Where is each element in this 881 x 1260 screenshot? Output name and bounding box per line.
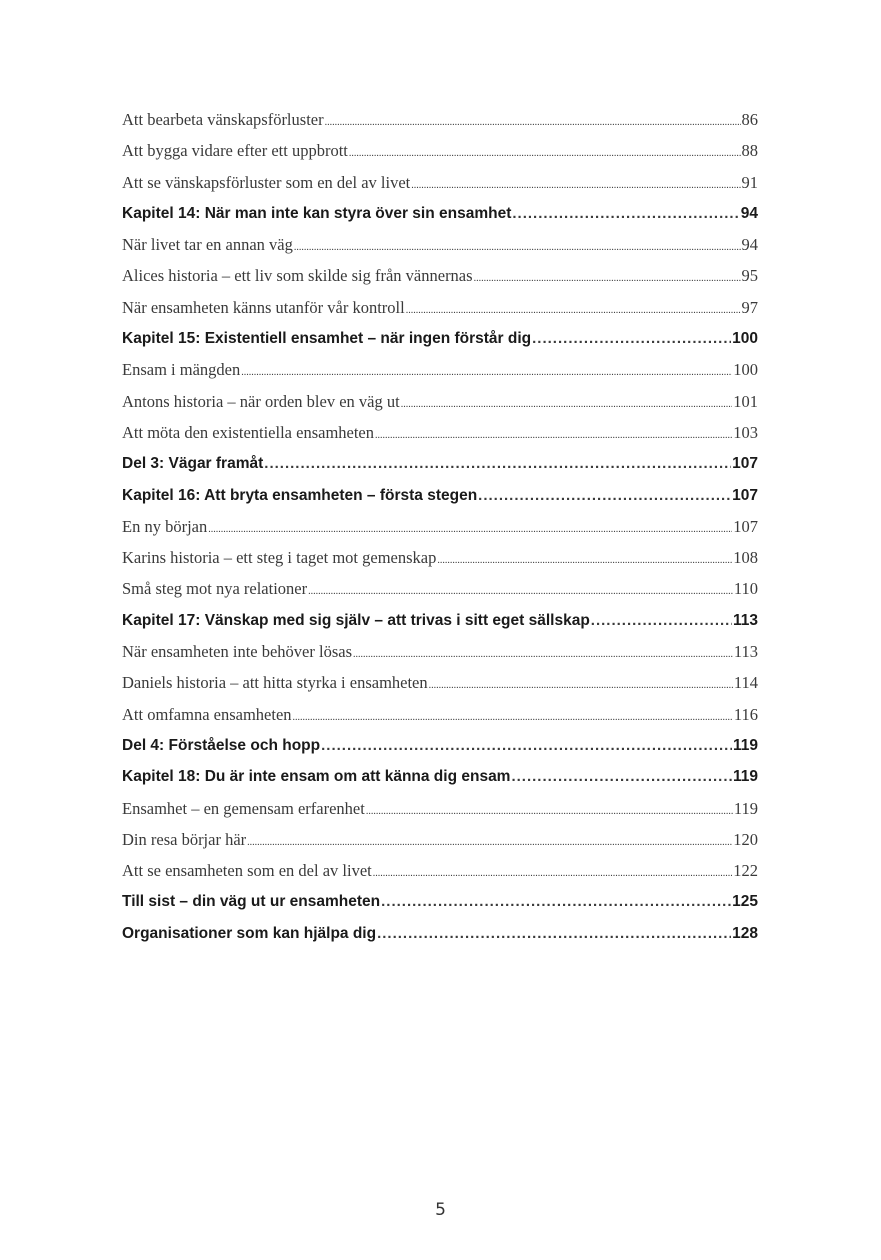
toc-section-entry [122,421,758,452]
toc-chapter-entry [122,609,758,640]
toc-entry-title: Att möta den existentiella ensamheten [122,422,375,442]
toc-chapter-entry [122,327,758,358]
toc-dot-leader [325,108,741,135]
toc-entry-title: Kapitel 17: Vänskap med sig själv – att trivas i sitt eget sällskap [122,611,590,629]
toc-entry-title: Kapitel 15: Existentiell ensamhet – när ingen förstår dig [122,330,532,348]
toc-entry-page: 116 [733,704,758,724]
toc-chapter-entry [122,452,758,483]
toc-entry-page: 101 [733,391,758,411]
toc-entry-title: Till sist – din väg ut ur ensamheten [122,893,381,911]
toc-entry-title: Organisationer som kan hjälpa dig [122,924,377,942]
toc-dot-leader [437,546,732,573]
toc-entry-title: Att bearbeta vänskapsförluster [122,110,324,129]
toc-dot-leader [512,202,739,226]
toc-entry-page: 119 [732,736,758,754]
toc-dot-leader [377,922,731,946]
toc-entry-title: Att se vänskapsförluster som en del av livet [122,172,411,192]
toc-chapter-entry [122,202,758,233]
toc-entry-page: 86 [741,110,758,129]
toc-dot-leader [247,828,732,855]
toc-dot-leader [293,703,733,730]
toc-section-entry [122,797,758,828]
toc-entry-page: 100 [733,360,758,380]
toc-entry-page: 125 [732,893,758,911]
toc-entry-page: 122 [733,861,758,881]
toc-entry-title: Små steg mot nya relationer [122,579,308,599]
toc-entry-page: 108 [733,548,758,568]
toc-dot-leader [308,577,733,604]
toc-dot-leader [208,515,732,542]
toc-entry-page: 119 [732,768,758,786]
toc-dot-leader [532,327,731,351]
toc-entry-page: 120 [733,829,758,849]
toc-section-entry [122,515,758,546]
toc-entry-page: 97 [741,297,758,317]
toc-section-entry [122,640,758,671]
toc-entry-title: Kapitel 18: Du är inte ensam om att känna dig ensam [122,768,511,786]
toc-entry-page: 119 [733,798,758,818]
toc-dot-leader [321,734,732,758]
toc-chapter-entry [122,890,758,921]
toc-entry-title: Daniels historia – att hitta styrka i ensamheten [122,673,428,693]
toc-dot-leader [429,671,733,698]
toc-dot-leader [294,233,741,260]
toc-entry-title: Del 4: Förståelse och hopp [122,736,321,754]
toc-entry-title: När ensamheten inte behöver lösas [122,642,353,662]
toc-chapter-entry [122,484,758,515]
toc-dot-leader [401,390,733,417]
toc-section-entry [122,859,758,890]
toc-section-entry [122,296,758,327]
toc-entry-page: 113 [733,642,758,662]
toc-entry-title: Att bygga vidare efter ett uppbrott [122,141,348,161]
toc-dot-leader [241,358,732,385]
toc-entry-title: Kapitel 16: Att bryta ensamheten – första stegen [122,486,478,504]
toc-entry-title: När ensamheten känns utanför vår kontroll [122,297,405,317]
toc-entry-title: Din resa börjar här [122,829,247,849]
toc-entry-page: 103 [733,422,758,442]
toc-dot-leader [474,264,741,291]
toc-entry-page: 114 [733,673,758,693]
toc-dot-leader [373,859,733,886]
table-of-contents [122,108,758,953]
toc-entry-title: Alices historia – ett liv som skilde sig från vännernas [122,266,473,286]
toc-entry-page: 91 [741,172,758,192]
toc-section-entry [122,358,758,389]
toc-dot-leader [511,765,732,789]
toc-entry-title: När livet tar en annan väg [122,235,293,255]
toc-entry-page: 88 [741,141,758,161]
toc-section-entry [122,390,758,421]
toc-entry-page: 107 [732,486,758,504]
toc-entry-title: Del 3: Vägar framåt [122,455,264,473]
toc-section-entry [122,108,758,139]
page-number: 5 [435,1200,446,1220]
toc-entry-title: Ensamhet – en gemensam erfarenhet [122,798,365,818]
toc-entry-page: 113 [732,611,758,629]
toc-section-entry [122,171,758,202]
toc-section-entry [122,828,758,859]
toc-entry-title: Antons historia – när orden blev en väg ut [122,391,400,411]
toc-dot-leader [406,296,741,323]
toc-section-entry [122,264,758,295]
toc-entry-title: En ny början [122,516,208,536]
toc-dot-leader [478,484,731,508]
toc-section-entry [122,139,758,170]
toc-entry-page: 107 [733,516,758,536]
toc-dot-leader [375,421,732,448]
toc-entry-page: 100 [732,330,758,348]
toc-entry-title: Kapitel 14: När man inte kan styra över sin ensamhet [122,204,512,222]
toc-section-entry [122,233,758,264]
toc-chapter-entry [122,922,758,953]
toc-entry-page: 95 [741,266,758,286]
toc-section-entry [122,577,758,608]
toc-entry-page: 110 [733,579,758,599]
toc-section-entry [122,671,758,702]
toc-entry-page: 128 [732,924,758,942]
toc-section-entry [122,546,758,577]
toc-chapter-entry [122,765,758,796]
toc-dot-leader [591,609,732,633]
toc-entry-page: 94 [740,204,758,222]
toc-dot-leader [353,640,733,667]
toc-dot-leader [349,139,741,166]
toc-section-entry [122,703,758,734]
toc-dot-leader [264,452,731,476]
toc-entry-title: Att omfamna ensamheten [122,704,292,724]
toc-entry-title: Ensam i mängden [122,360,241,380]
toc-entry-title: Karins historia – ett steg i taget mot gemenskap [122,548,437,568]
toc-dot-leader [381,890,731,914]
toc-entry-page: 94 [741,235,758,255]
toc-dot-leader [366,797,733,824]
toc-entry-page: 107 [732,455,758,473]
toc-dot-leader [411,171,740,198]
toc-entry-title: Att se ensamheten som en del av livet [122,861,372,881]
toc-chapter-entry [122,734,758,765]
